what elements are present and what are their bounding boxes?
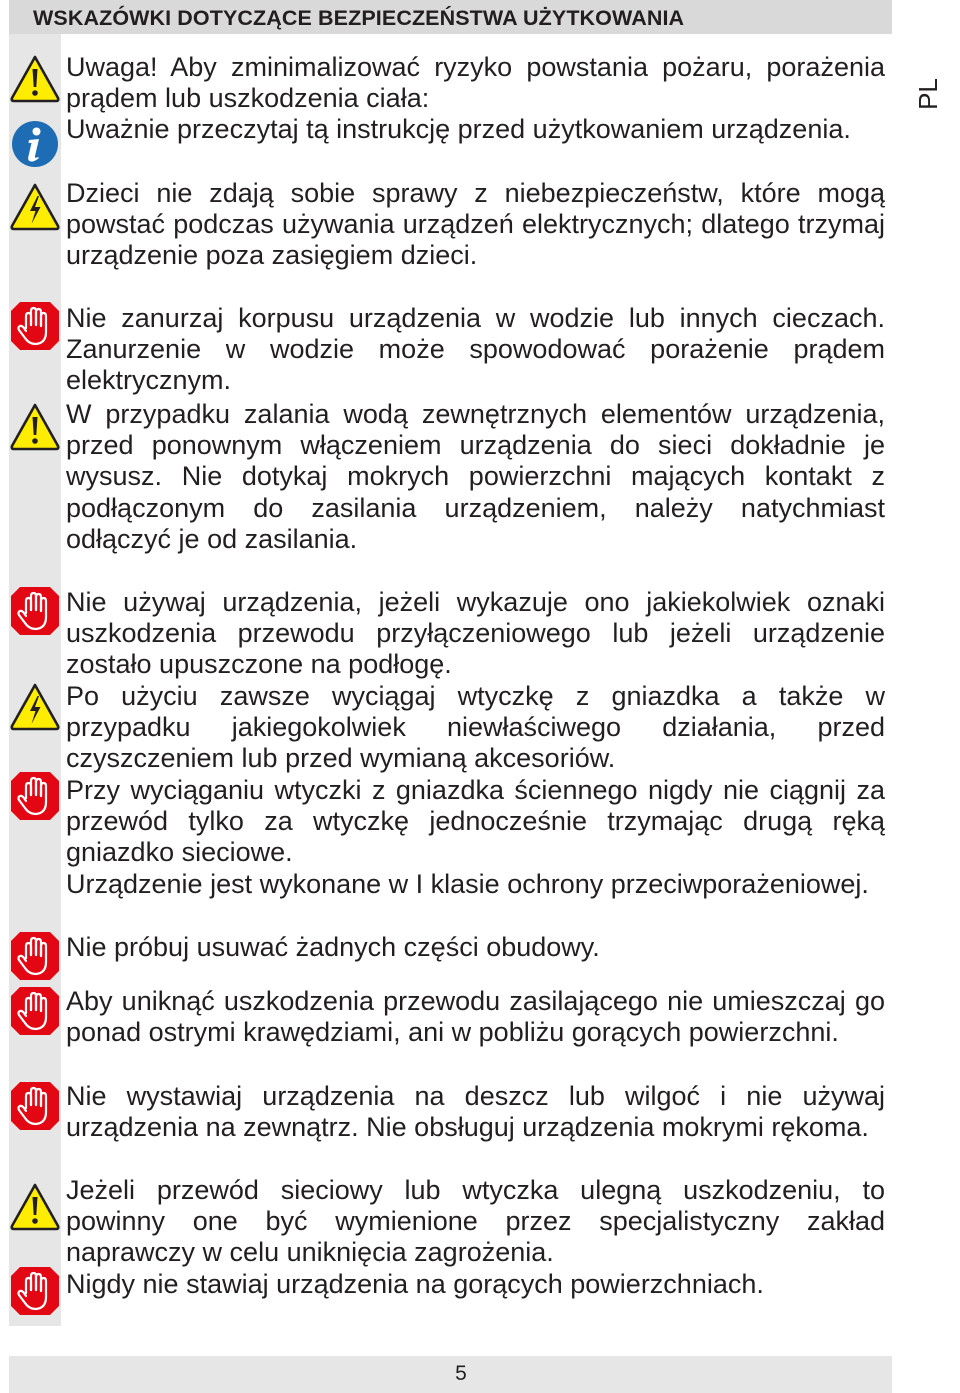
safety-paragraph: Nie zanurzaj korpusu urządzenia w wodzie lub innych cieczach. Zanurzenie w wodzie może spowodować porażenie prądem elektrycznym. bbox=[66, 303, 885, 396]
prohibition-hand-icon bbox=[9, 770, 61, 822]
electric-hazard-icon bbox=[9, 180, 61, 232]
safety-paragraph: Uważnie przeczytaj tą instrukcję przed użytkowaniem urządzenia. bbox=[66, 114, 851, 144]
prohibition-hand-icon bbox=[9, 930, 61, 982]
page-header bbox=[9, 0, 892, 34]
safety-paragraph: Nie wystawiaj urządzenia na deszcz lub wilgoć i nie używaj urządzenia na zewnątrz. Nie obsługuj urządzenia mokrymi rękoma. bbox=[66, 1081, 885, 1143]
language-tab: PL bbox=[912, 78, 943, 110]
prohibition-hand-icon bbox=[9, 585, 61, 637]
safety-paragraph: Aby uniknąć uszkodzenia przewodu zasilającego nie umieszczaj go ponad ostrymi krawędziami, ani w pobliżu gorących powierzchni. bbox=[66, 986, 885, 1048]
safety-paragraph: Nigdy nie stawiaj urządzenia na gorących powierzchniach. bbox=[66, 1269, 764, 1299]
safety-paragraph: Nie próbuj usuwać żadnych części obudowy. bbox=[66, 932, 600, 962]
warning-exclamation-icon bbox=[9, 400, 61, 452]
page-number: 5 bbox=[455, 1362, 467, 1385]
prohibition-hand-icon bbox=[9, 985, 61, 1037]
prohibition-hand-icon bbox=[9, 1080, 61, 1132]
safety-paragraph: Uwaga! Aby zminimalizować ryzyko powstania pożaru, porażenia prądem lub uszkodzenia ciała: bbox=[66, 52, 885, 114]
safety-paragraph: Po użyciu zawsze wyciągaj wtyczkę z gniazdka a także w przypadku jakiegokolwiek niewłaściwego działania, przed czyszczeniem lub przed wymianą akcesoriów. bbox=[66, 681, 885, 774]
safety-paragraph: Przy wyciąganiu wtyczki z gniazdka ściennego nigdy nie ciągnij za przewód tylko za wtyczkę jednocześnie trzymając drugą ręką gniazdko sieciowe. bbox=[66, 775, 885, 868]
warning-exclamation-icon bbox=[9, 52, 61, 104]
electric-hazard-icon bbox=[9, 680, 61, 732]
page-title: WSKAZÓWKI DOTYCZĄCE BEZPIECZEŃSTWA UŻYTKOWANIA bbox=[33, 6, 685, 30]
safety-paragraph: Nie używaj urządzenia, jeżeli wykazuje ono jakiekolwiek oznaki uszkodzenia przewodu przyłączeniowego lub jeżeli urządzenie zostało upuszczone na podłogę. bbox=[66, 587, 885, 680]
page-footer bbox=[9, 1356, 892, 1393]
prohibition-hand-icon bbox=[9, 1265, 61, 1317]
safety-paragraph: W przypadku zalania wodą zewnętrznych elementów urządzenia, przed ponownym włączeniem urządzenia do sieci dokładnie je wysusz. Nie dotykaj mokrych powierzchni mających kontakt z podłączonym do zasilania urządzeniem, należy natychmiast odłączyć je od zasilania. bbox=[66, 399, 885, 554]
warning-exclamation-icon bbox=[9, 1180, 61, 1232]
safety-paragraph: Dzieci nie zdają sobie sprawy z niebezpieczeństw, które mogą powstać podczas używania urządzeń elektrycznych; dlatego trzymaj urządzenie poza zasięgiem dzieci. bbox=[66, 178, 885, 271]
info-icon bbox=[9, 118, 61, 170]
prohibition-hand-icon bbox=[9, 300, 61, 352]
safety-paragraph: Urządzenie jest wykonane w I klasie ochrony przeciwporażeniowej. bbox=[66, 869, 869, 899]
safety-paragraph: Jeżeli przewód sieciowy lub wtyczka ulegną uszkodzeniu, to powinny one być wymienione przez specjalistyczny zakład naprawczy w celu uniknięcia zagrożenia. bbox=[66, 1175, 885, 1268]
